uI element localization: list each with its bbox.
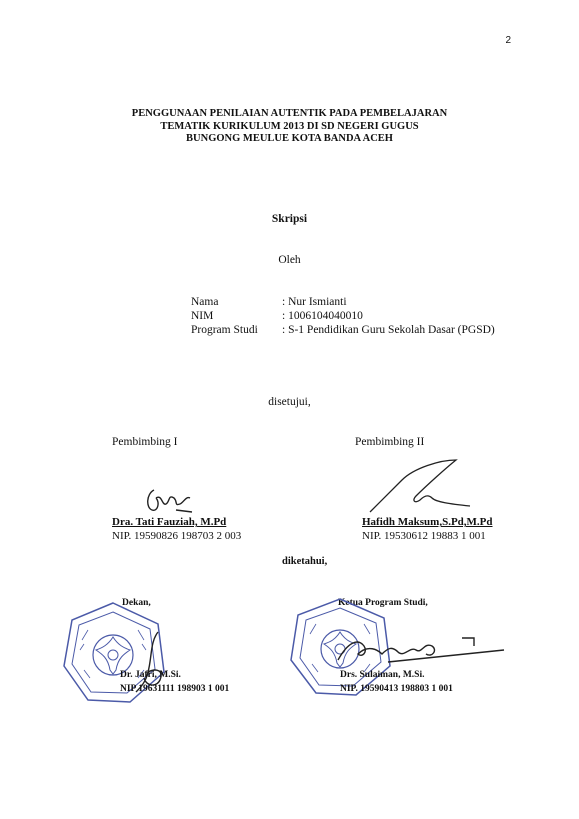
advisor1-nip: NIP. 19590826 198703 2 003 [112,530,242,542]
nim-value: : 1006104040010 [282,310,363,322]
advisor2-signature [360,456,480,518]
thesis-title [0,108,579,146]
advisor2-nip: NIP. 19530612 19883 1 001 [362,530,486,542]
dean-name: Dr. Jafri, M.Si. [120,670,181,680]
dean-nip: NIP 19631111 198903 1 001 [120,684,230,694]
title-line: TEMATIK KURIKULUM 2013 DI SD NEGERI GUGUS [160,120,419,132]
head-nip: NIP. 19590413 198803 1 001 [340,684,453,694]
name-value: : Nur Ismianti [282,296,347,308]
advisor1-signature [140,484,200,516]
name-label: Nama [191,296,219,308]
page-number: 2 [505,35,511,46]
head-role: Ketua Program Studi, [338,598,428,608]
document-type: Skripsi [271,213,308,225]
by-label: Oleh [278,254,301,266]
program-value: : S-1 Pendidikan Guru Sekolah Dasar (PGSD) [282,324,495,336]
program-label: Program Studi [191,324,258,336]
title-line: BUNGONG MEULUE KOTA BANDA ACEH [186,133,393,144]
head-signature [328,632,508,668]
advisor1-role: Pembimbing I [112,436,178,448]
dean-role: Dekan, [122,598,151,608]
nim-label: NIM [191,310,214,322]
approved-label: disetujui, [268,396,311,408]
advisor2-name: Hafidh Maksum,S.Pd,M.Pd [362,516,493,528]
known-label: diketahui, [282,556,328,567]
title-line: PENGGUNAAN PENILAIAN AUTENTIK PADA PEMBELAJARAN [131,108,448,119]
advisor2-role: Pembimbing II [355,436,425,448]
head-name: Drs. Sulaiman, M.Si. [340,670,425,680]
advisor1-name: Dra. Tati Fauziah, M.Pd [112,516,227,528]
